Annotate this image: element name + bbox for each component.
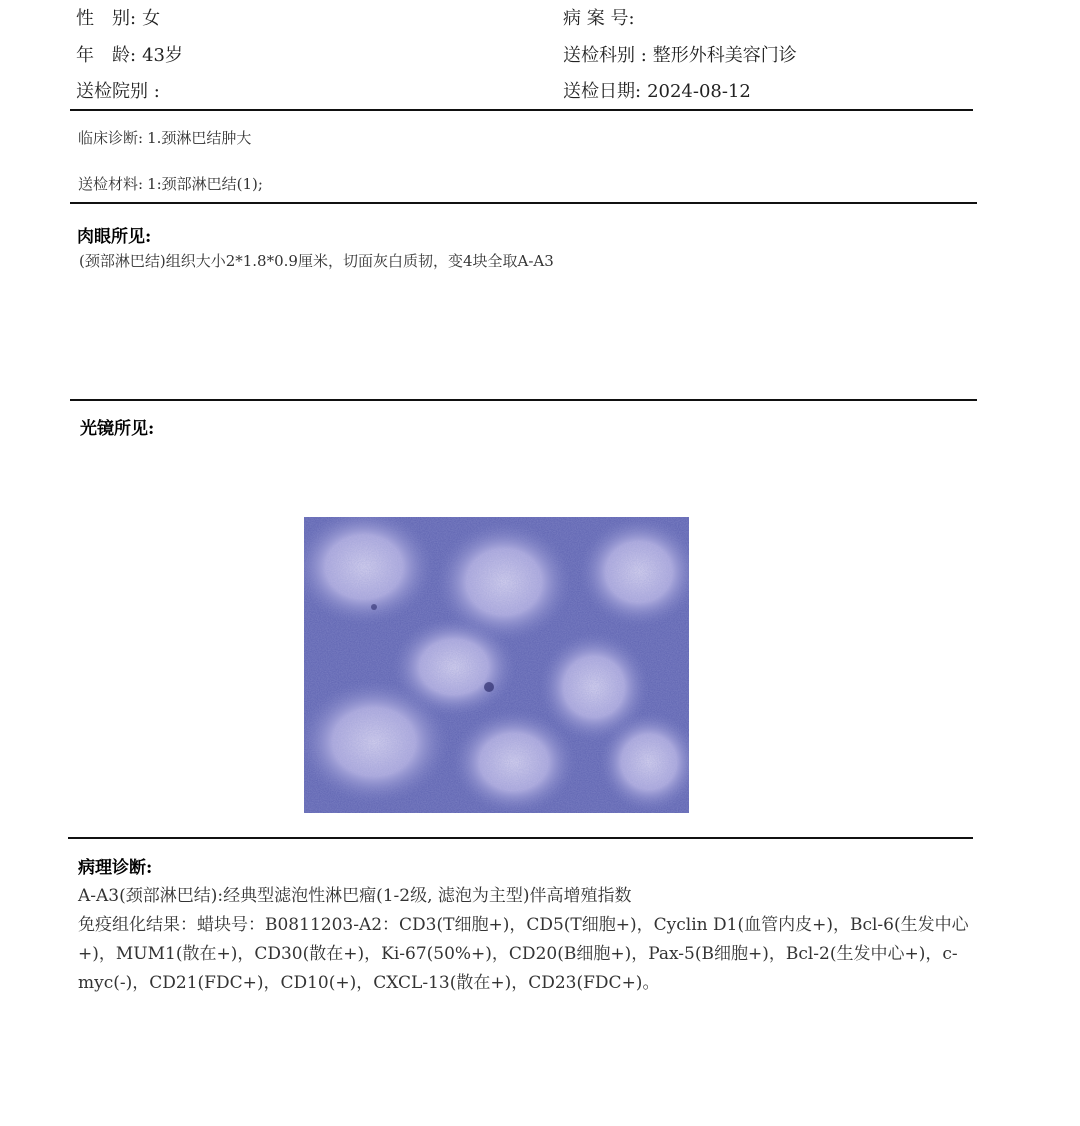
gross-heading: 肉眼所见: bbox=[77, 227, 152, 247]
clinical-diagnosis-label: 临床诊断: bbox=[78, 129, 144, 147]
material-label: 送检材料: bbox=[78, 175, 144, 193]
department-value: 整形外科美容门诊 bbox=[652, 45, 797, 66]
date-value: 2024-08-12 bbox=[647, 81, 751, 102]
case-number-row bbox=[563, 4, 641, 30]
date-row bbox=[563, 77, 751, 103]
department-label: 送检科别 : bbox=[563, 45, 647, 66]
lymph-node-histology-image bbox=[304, 517, 689, 813]
clinical-diagnosis-value: 1.颈淋巴结肿大 bbox=[147, 129, 252, 147]
age-value: 43岁 bbox=[142, 45, 183, 66]
pathology-heading: 病理诊断: bbox=[78, 858, 153, 878]
age-label: 年 龄: bbox=[76, 45, 137, 66]
hospital-row bbox=[76, 77, 166, 103]
hospital-label: 送检院别 : bbox=[76, 81, 160, 102]
material-row bbox=[78, 173, 263, 194]
case-number-label: 病 案 号: bbox=[563, 8, 635, 29]
microscopic-divider bbox=[68, 837, 973, 839]
microscopic-heading: 光镜所见: bbox=[80, 419, 155, 439]
department-row bbox=[563, 41, 797, 67]
pathology-diagnosis-text bbox=[78, 882, 970, 998]
gross-divider bbox=[70, 399, 977, 401]
material-value: 1:颈部淋巴结(1); bbox=[147, 175, 263, 193]
age-row bbox=[76, 41, 183, 67]
gender-row bbox=[76, 4, 160, 30]
clinical-divider bbox=[70, 202, 977, 204]
gender-label: 性 别: bbox=[76, 8, 137, 29]
pathology-diagnosis-line: A-A3(颈部淋巴结):经典型滤泡性淋巴瘤(1-2级, 滤泡为主型)伴高增殖指数 bbox=[78, 886, 632, 906]
immunohistochemistry-results: 免疫组化结果：蜡块号：B0811203-A2：CD3(T细胞+)，CD5(T细胞+)，Cyclin D1(血管内皮+)，Bcl-6(生发中心+)，MUM1(散在+)，CD30(散在+)，Ki-67(50%+)，CD20(B细胞+)，Pax-5(B细胞+)，Bcl-2(生发中心+)，c-myc(-)，CD21(FDC+)，CD10(+)，CXCL-13(散在+)，CD23(FDC+)。 bbox=[78, 915, 969, 993]
gross-description: (颈部淋巴结)组织大小2*1.8*0.9厘米，切面灰白质韧，变4块全取A-A3 bbox=[79, 252, 554, 270]
date-label: 送检日期: bbox=[563, 81, 642, 102]
header-divider bbox=[70, 109, 973, 111]
gender-value: 女 bbox=[142, 8, 161, 29]
clinical-diagnosis-row bbox=[78, 127, 251, 148]
